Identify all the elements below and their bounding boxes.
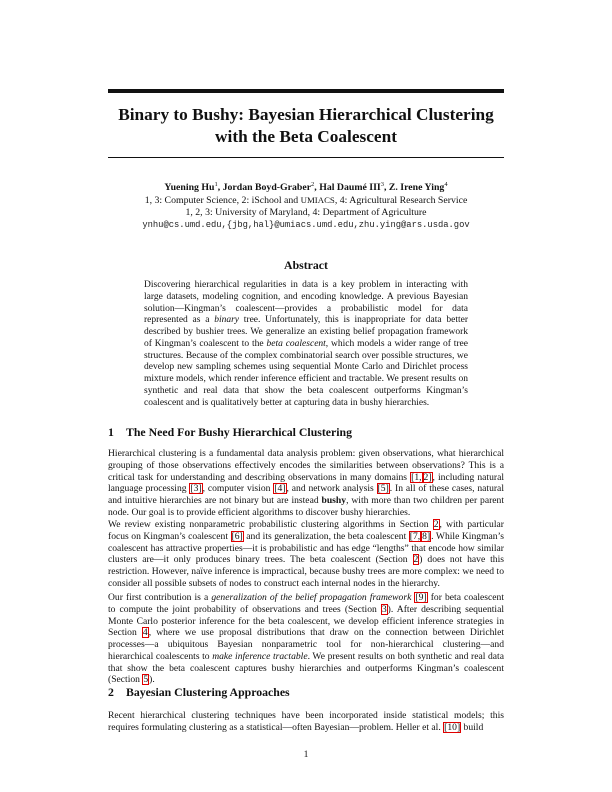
body-text: , computer vision	[202, 483, 274, 495]
body-emphasis: make inference tractable	[212, 650, 308, 662]
author-list	[90, 182, 522, 194]
page-number: 1	[303, 749, 309, 760]
section-1-heading	[108, 425, 504, 440]
author-separator: ,	[217, 182, 223, 193]
author-name: Z. Irene Ying	[388, 182, 445, 193]
author-name: Yuening Hu	[164, 182, 215, 193]
body-text: , with more than two children per parent node. Our goal is to provide efficient algorithms to discover bushy hierarchies.	[108, 495, 504, 518]
author-affiliation-mark: 1	[214, 181, 218, 188]
abstract-heading: Abstract	[284, 258, 328, 272]
body-text: . We present results on both synthetic and real data that show the beta coalescent captures bushy hierarchies and outperforms Kingman’s coalescent (Section	[108, 650, 504, 686]
affiliation-text: 1, 3: Computer Science, 2: iSchool and	[144, 195, 301, 206]
section-1-paragraph-1	[108, 448, 504, 519]
abstract-text: , which models a wider range of tree structures. Because of the complex combinatorial search over possible structures, we develop new sampling schemes using sequential Monte Carlo and Dirichlet process mixture models, which render inference efficient and tractable. We present results on synthetic and real data that show the beta coalescent outperforms Kingman’s coalescent and is qualitatively better at capturing data in bushy hierarchies.	[144, 338, 468, 408]
citation-link[interactable]: [7,	[409, 530, 421, 542]
abstract-body	[144, 280, 468, 409]
affiliation-line-2: 1, 2, 3: University of Maryland, 4: Department of Agriculture	[185, 207, 427, 218]
citation-link[interactable]: [6]	[231, 530, 243, 542]
section-reference-link[interactable]: 3	[381, 603, 387, 615]
title-line-2: with the Beta Coalescent	[215, 127, 397, 146]
body-text: ) does not have this restriction. However, naïve inference is impractical, because bushy trees are more complex: we need to consider all possible subsets of nodes to construct each internal nodes in the hierarchy.	[108, 554, 504, 589]
citation-link[interactable]: [1,	[411, 471, 422, 483]
affiliation-text: , 4: Agricultural Research Service	[334, 195, 468, 206]
section-title: The Need For Bushy Hierarchical Clustering	[126, 425, 352, 439]
section-reference-link[interactable]: 2	[433, 519, 439, 530]
abstract-text: tree. Unfortunately, this is inappropriate for data better described by bushier trees. We generalize an existing belief propagation framework of Kingman’s coalescent to the	[144, 315, 468, 349]
body-text: and its generalization, the beta coalescent	[243, 530, 409, 542]
abstract-text: Discovering hierarchical regularities in data is a key problem in interacting with large datasets, modeling cognition, and encoding knowledge. A previous Bayesian solution—Kingman’s coalescent—provides a probabilistic model for data represented as a	[144, 280, 468, 326]
title-bottom-rule	[108, 157, 504, 158]
body-text: Recent hierarchical clustering techniques have been incorporated inside statistical models; this requires formulating clustering as a statistical—often Bayesian—problem. Heller et al.	[108, 710, 504, 733]
section-number: 2	[108, 685, 114, 699]
body-text: build	[461, 721, 484, 733]
section-2-paragraph-1	[108, 710, 504, 734]
title-line-1: Binary to Bushy: Bayesian Hierarchical Clustering	[118, 105, 494, 124]
citation-link[interactable]: [5]	[377, 483, 389, 495]
section-1-paragraph-2	[108, 519, 504, 590]
body-text: We review existing nonparametric probabilistic clustering algorithms in Section	[108, 519, 433, 530]
affiliation-umiacs: UMIACS	[300, 195, 335, 205]
affiliation-line-1	[90, 194, 522, 207]
body-emphasis: generalization of the belief propagation framework	[211, 592, 412, 603]
abstract-emphasis: binary	[214, 315, 240, 326]
section-number: 1	[108, 425, 114, 439]
body-text: , with particular focus on Kingman’s coalescent	[108, 519, 504, 542]
body-text: . In all of these cases, natural and intuitive hierarchies are not binary but are instead	[108, 483, 504, 506]
body-text: , where we use proposal distributions that draw on the connection between Dirichlet processes—a ubiquitous Bayesian nonparametric tool for non-hierarchical clustering—and hierarchical coalescents to	[108, 627, 504, 662]
section-reference-link[interactable]: 2	[413, 554, 419, 566]
author-block	[90, 182, 522, 231]
body-text: ). After describing sequential Monte Carlo posterior inference for the beta coalescent, we develop efficient inference strategies in Section	[108, 603, 504, 639]
body-text: Hierarchical clustering is a fundamental data analysis problem: given observations, what hierarchical grouping of those observations effectively encodes the similarities between observations? This is a critical task for understanding and describing observations in many domains	[108, 448, 504, 483]
citation-link[interactable]: [3]	[190, 483, 202, 495]
section-2-heading	[108, 685, 504, 700]
citation-link[interactable]: [9]	[415, 592, 427, 603]
title-top-rule	[108, 89, 504, 93]
author-affiliation-mark: 2	[311, 181, 315, 188]
author-separator: ,	[383, 182, 389, 193]
author-affiliation-mark: 3	[380, 181, 384, 188]
author-affiliation-mark: 4	[444, 181, 448, 188]
citation-link[interactable]: [4]	[274, 483, 286, 495]
section-reference-link[interactable]: 5	[143, 674, 149, 686]
section-1-paragraph-3	[108, 592, 504, 686]
author-separator: ,	[314, 182, 320, 193]
abstract-emphasis: beta coalescent	[266, 338, 326, 349]
paper-title	[108, 104, 504, 148]
citation-link[interactable]: 2]	[423, 471, 432, 483]
body-text: for beta coalescent to compute the joint probability of observations and trees (Section	[108, 592, 505, 615]
citation-link[interactable]: 8]	[422, 530, 431, 542]
body-text: . While Kingman’s coalescent has attractive properties—it is probabilistic and has edge “lengths” that encode how similar clusters are—it only produces binary trees. The beta coalescent (Section	[108, 530, 504, 566]
body-text: , and network analysis	[286, 483, 377, 495]
section-reference-link[interactable]: 4	[142, 627, 148, 639]
author-emails: ynhu@cs.umd.edu,{jbg,hal}@umiacs.umd.edu,zhu.ying@ars.usda.gov	[142, 220, 470, 230]
author-name: Hal Daumé III	[319, 182, 381, 193]
body-text: , including natural language processing	[108, 471, 504, 495]
author-name: Jordan Boyd-Graber	[222, 182, 312, 193]
section-title: Bayesian Clustering Approaches	[126, 685, 290, 699]
body-text: Our first contribution is a	[108, 592, 212, 603]
citation-link[interactable]: [10]	[444, 721, 461, 733]
body-text: ).	[149, 674, 155, 686]
body-bold-text: bushy	[321, 495, 347, 506]
